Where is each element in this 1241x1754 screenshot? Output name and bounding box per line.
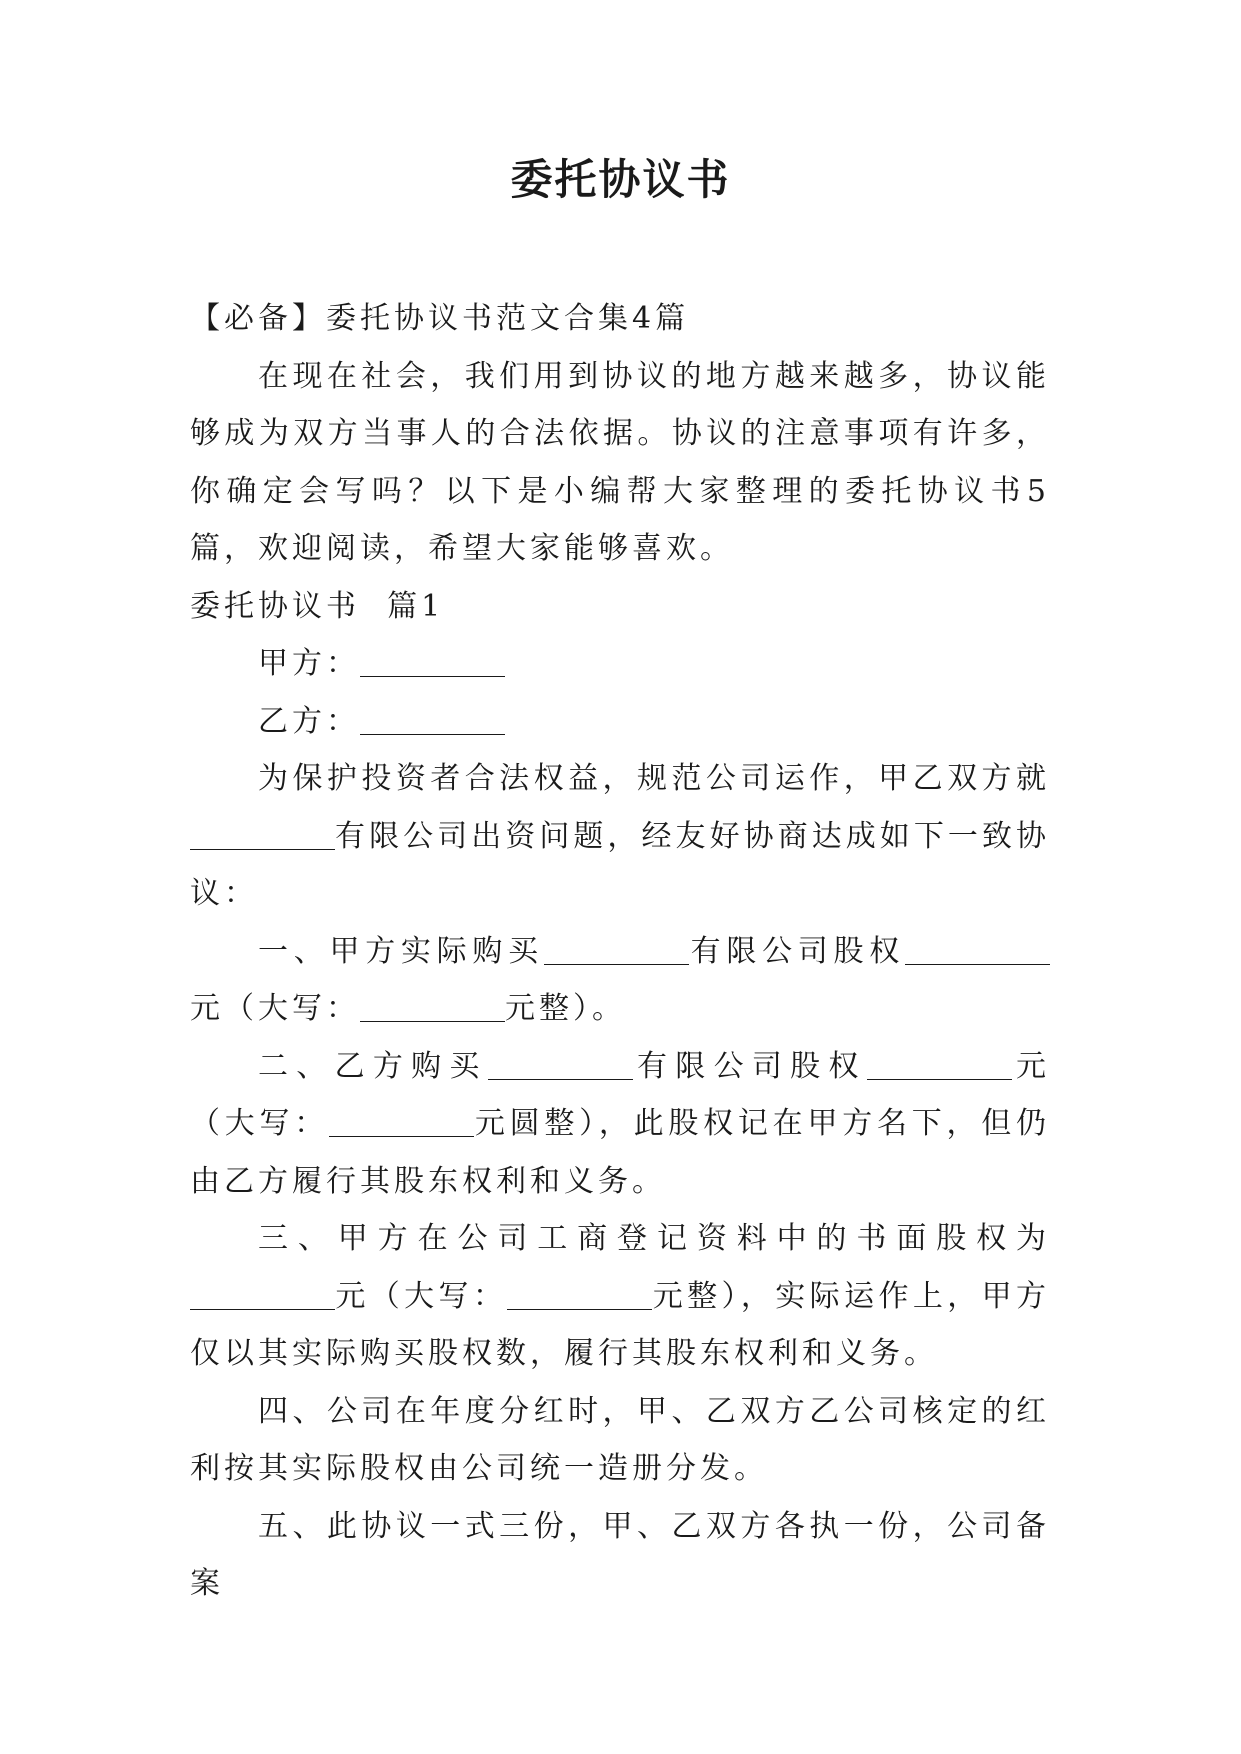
party-a-label: 甲方： <box>258 646 360 681</box>
clause-1-part-1: 一、甲方实际购买 <box>258 933 544 969</box>
clause-2-part-4: 元圆整），此股权记在甲方名下，但仍由乙方履行其股东权利和义务。 <box>190 1106 1051 1199</box>
document-subtitle: 【必备】委托协议书范文合集4篇 <box>190 301 690 336</box>
clause-3-part-1: 三、甲方在公司工商登记资料中的书面股权为 <box>258 1221 1050 1256</box>
clause-1-amount-blank <box>905 936 1050 965</box>
clause-4: 四、公司在年度分红时，甲、乙双方乙公司核定的红利按其实际股权由公司统一造册分发。 <box>190 1393 1050 1486</box>
clause-2-amount-words-blank <box>329 1108 474 1137</box>
document-title: 委托协议书 <box>510 155 731 204</box>
clause-3-part-3: 元整），实际运作上，甲方仅以其实际购买股权数，履行其股东权利和义务。 <box>190 1278 1051 1371</box>
clause-3-part-2: 元（大写： <box>335 1278 508 1314</box>
party-b-blank <box>360 706 505 735</box>
clause-1-amount-words-blank <box>360 993 505 1022</box>
section-heading: 委托协议书 篇1 <box>190 588 445 624</box>
clause-1 <box>190 923 1050 1038</box>
preamble-paragraph <box>190 750 1050 923</box>
company-name-blank <box>190 821 335 850</box>
preamble-end: 有限公司出资问题，经友好协商达成如下一致协议： <box>190 818 1050 911</box>
clause-5: 五、此协议一式三份，甲、乙双方各执一份，公司备案 <box>190 1508 1050 1601</box>
clause-3-amount-blank <box>190 1281 335 1310</box>
clause-2-company-blank <box>488 1051 633 1080</box>
clause-2-amount-blank <box>867 1051 1012 1080</box>
preamble-start: 为保护投资者合法权益，规范公司运作，甲乙双方就 <box>258 761 1050 796</box>
party-a-blank <box>360 648 505 677</box>
document-body <box>190 290 1050 1613</box>
clause-2 <box>190 1038 1050 1211</box>
party-a-line <box>190 635 1050 693</box>
clause-1-part-2: 有限公司股权 <box>688 933 906 969</box>
clause-1-part-3: 元（大写： <box>190 991 360 1026</box>
clause-2-part-1: 二、乙方购买 <box>258 1048 488 1084</box>
intro-paragraph: 在现在社会，我们用到协议的地方越来越多，协议能够成为双方当事人的合法依据。协议的注意事项有许多，你确定会写吗？以下是小编帮大家整理的委托协议书5篇，欢迎阅读，希望大家能够喜欢。 <box>190 358 1050 566</box>
party-b-label: 乙方： <box>258 703 360 739</box>
clause-1-part-4: 元整）。 <box>505 991 626 1026</box>
clause-2-part-2: 有限公司股权 <box>632 1048 867 1084</box>
clause-3 <box>190 1210 1050 1383</box>
clause-2-part-3: 元（大写： <box>190 1048 1051 1141</box>
party-b-line <box>190 693 1050 751</box>
clause-3-amount-words-blank <box>507 1281 652 1310</box>
clause-1-company-blank <box>544 936 689 965</box>
